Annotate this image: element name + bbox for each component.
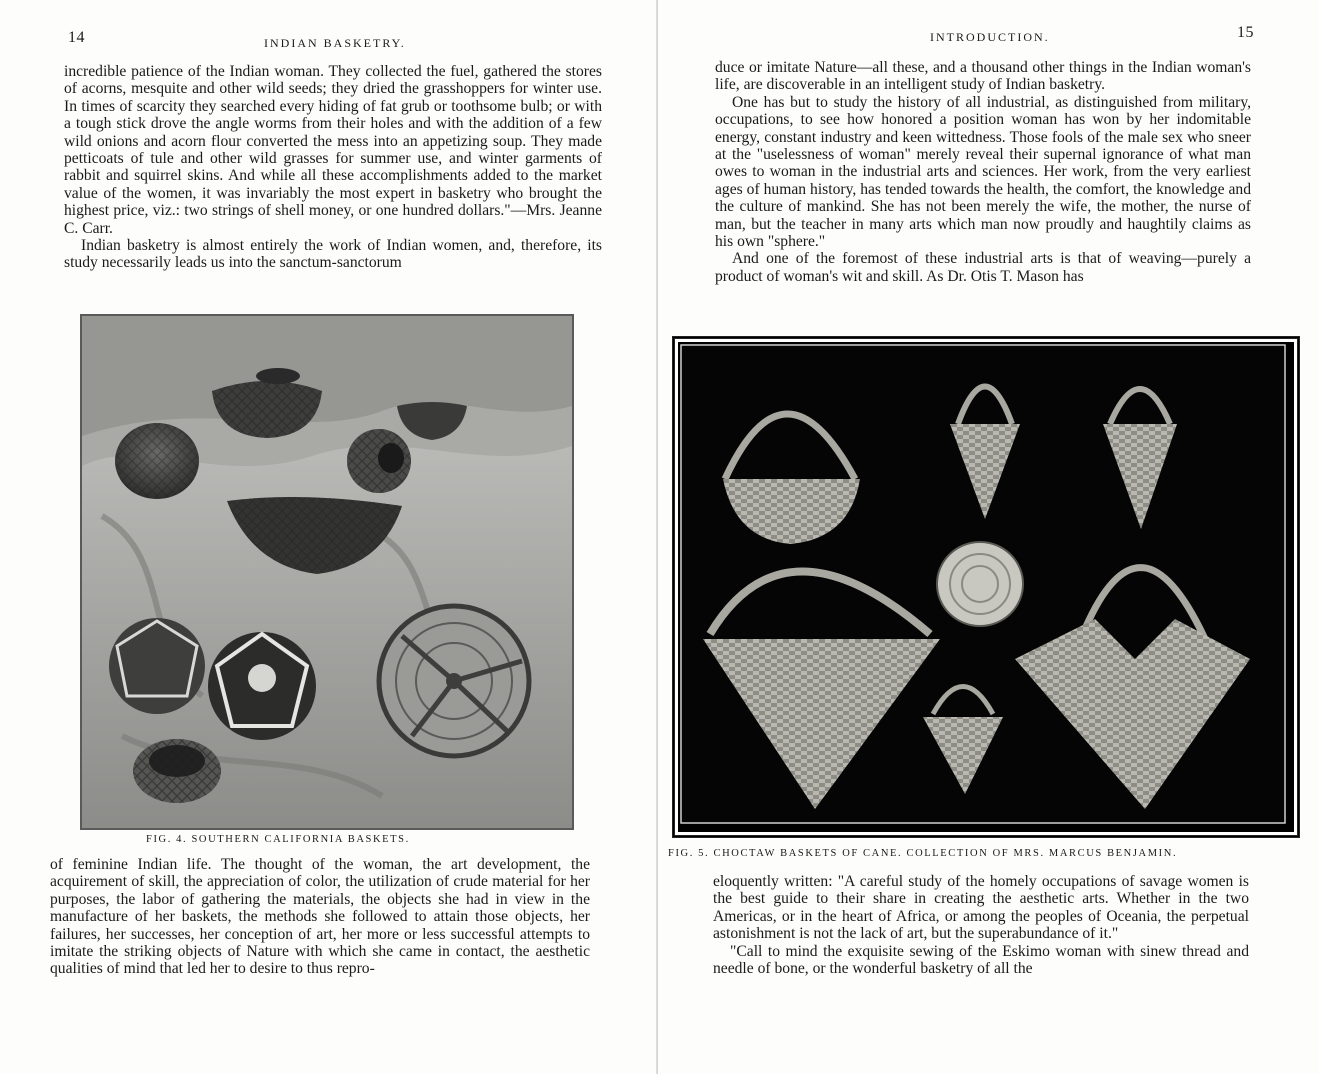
paragraph: "Call to mind the exquisite sewing of the Eskimo woman with sinew thread and needle of bone, or the wonderful basketry of all the bbox=[713, 942, 1249, 978]
choctaw-baskets-image bbox=[675, 339, 1291, 829]
paragraph: Indian basketry is almost entirely the work of Indian women, and, therefore, its study necessarily leads us into the sanctum-sanctorum bbox=[64, 237, 602, 272]
body-text-top bbox=[715, 59, 1251, 285]
page-number: 15 bbox=[1237, 24, 1254, 41]
left-page bbox=[0, 0, 657, 1074]
body-text-top bbox=[64, 63, 602, 272]
paragraph: duce or imitate Nature—all these, and a thousand other things in the Indian woman's life, are discoverable in an intelligent study of Indian basketry. bbox=[715, 59, 1251, 94]
running-head: INTRODUCTION. bbox=[930, 30, 1050, 44]
paragraph: eloquently written: "A careful study of the homely occupations of savage women is the best guide to their share in creating the aesthetic arts. Whether in the two Americas, or in the heart of Africa, or among the peoples of Oceania, the perpetual astonishment is not the lack of art, but the superabundance of it." bbox=[713, 873, 1249, 943]
paragraph: incredible patience of the Indian woman. They collected the fuel, gathered the stores of acorns, mesquite and other wild seeds; they dried the grasshoppers for winter use. In times of scarcity they searched every hiding of fat grub or toothsome bulb; or with a tough stick drove the angle worms from their holes and with the addition of a few wild onions and acorn flour converted the mess into an appetizing soup. They made petticoats of tule and other wild grasses for summer use, and winter garments of rabbit and squirrel skins. And while all these accomplishments added to the market value of the women, it was invariably the most expert in basketry who brought the highest price, viz.: two strings of shell money, or one hundred dollars."—Mrs. Jeanne C. Carr. bbox=[64, 63, 602, 237]
figure-5-photo bbox=[672, 336, 1300, 838]
paragraph: of feminine Indian life. The thought of the woman, the art development, the acquirement of skill, the appreciation of color, the utilization of crude material for her purposes, the labor of gathering the materials, the objects she had in view in the manufacture of her baskets, the methods she followed to attain those objects, her failures, her successes, her conception of art, her more or less successful attempts to imitate the striking objects of Nature with which she came in contact, the aesthetic qualities of mind that led her to desire to thus repro- bbox=[50, 856, 590, 978]
figure-4-caption: FIG. 4. SOUTHERN CALIFORNIA BASKETS. bbox=[146, 834, 410, 845]
paragraph: And one of the foremost of these industrial arts is that of weaving—purely a product of woman's wit and skill. As Dr. Otis T. Mason has bbox=[715, 250, 1251, 285]
body-text-bottom bbox=[713, 873, 1249, 977]
right-page bbox=[658, 0, 1319, 1074]
body-text-bottom bbox=[50, 856, 590, 978]
running-head: INDIAN BASKETRY. bbox=[264, 36, 406, 50]
page-number: 14 bbox=[68, 29, 85, 46]
figure-4-photo bbox=[80, 314, 574, 830]
paragraph: One has but to study the history of all industrial, as distinguished from military, occupations, to see how honored a position woman has won by her indomitable energy, constant industry and keen wittedness. Those fools of the male sex who sneer at the "uselessness of woman" merely reveal their supernal ignorance of what man owes to woman in the industrial arts and sciences. Her work, from the very earliest ages of human history, has tended towards the health, the comfort, the knowledge and the culture of mankind. She has not been merely the wife, the mother, the nurse of man, but the teacher in many arts which man now proudly and haughtily claims as his own "sphere." bbox=[715, 93, 1251, 251]
southern-california-baskets-image bbox=[82, 316, 572, 828]
figure-5-caption: FIG. 5. CHOCTAW BASKETS OF CANE. COLLECTION OF MRS. MARCUS BENJAMIN. bbox=[668, 848, 1178, 859]
